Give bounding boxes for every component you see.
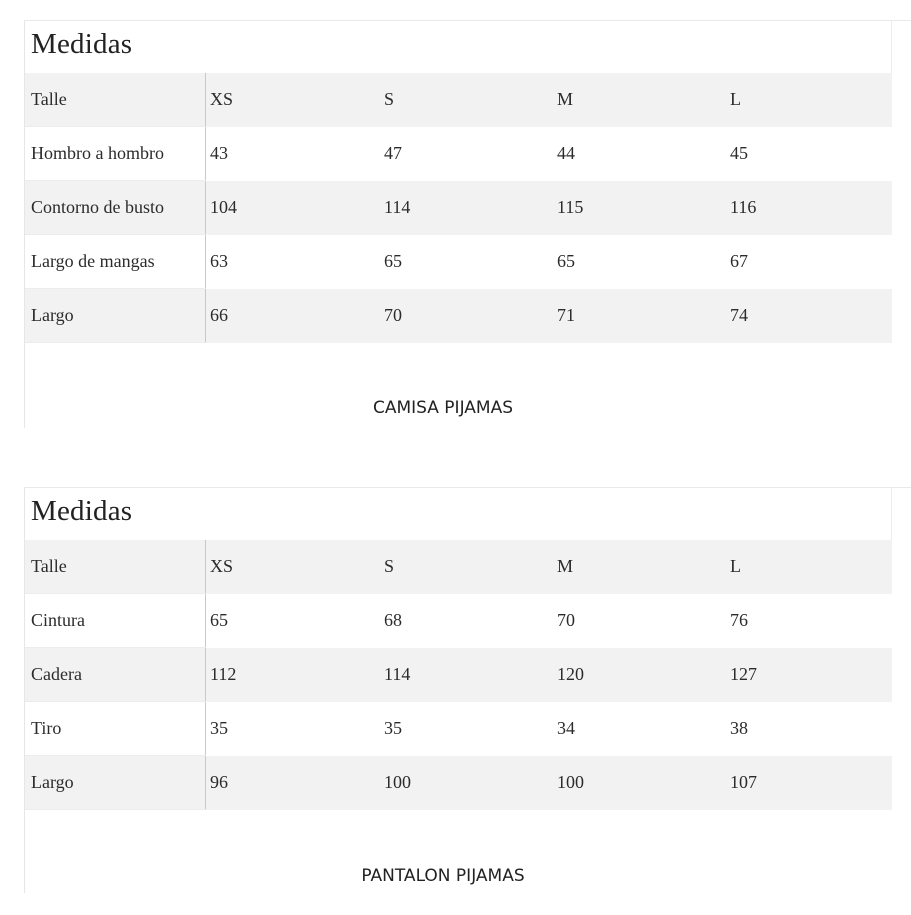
row-label: Largo <box>25 756 206 810</box>
cell-value: 107 <box>730 756 892 810</box>
cell-value: 74 <box>730 289 892 343</box>
table-row <box>25 235 892 289</box>
divider <box>24 487 911 488</box>
table-header-row <box>25 540 892 594</box>
table-row <box>25 289 892 343</box>
cell-value: 47 <box>384 127 557 181</box>
size-chart-pants <box>24 487 892 893</box>
header-size-s: S <box>384 73 557 127</box>
cell-value: 115 <box>557 181 730 235</box>
cell-value: 120 <box>557 648 730 702</box>
cell-value: 35 <box>384 702 557 756</box>
cell-value: 63 <box>206 235 385 289</box>
cell-value: 43 <box>206 127 385 181</box>
header-label: Talle <box>25 73 206 127</box>
header-size-m: M <box>557 73 730 127</box>
product-caption: PANTALON PIJAMAS <box>361 866 525 886</box>
cell-value: 44 <box>557 127 730 181</box>
cell-value: 71 <box>557 289 730 343</box>
header-size-m: M <box>557 540 730 594</box>
header-size-l: L <box>730 73 892 127</box>
cell-value: 116 <box>730 181 892 235</box>
table-row <box>25 648 892 702</box>
header-size-l: L <box>730 540 892 594</box>
cell-value: 38 <box>730 702 892 756</box>
cell-value: 114 <box>384 181 557 235</box>
table-title: Medidas <box>31 28 133 60</box>
row-label: Largo <box>25 289 206 343</box>
row-label: Contorno de busto <box>25 181 206 235</box>
cell-value: 65 <box>384 235 557 289</box>
table-row <box>25 181 892 235</box>
size-table <box>25 73 892 343</box>
header-size-s: S <box>384 540 557 594</box>
cell-value: 104 <box>206 181 385 235</box>
row-label: Hombro a hombro <box>25 127 206 181</box>
cell-value: 34 <box>557 702 730 756</box>
cell-value: 65 <box>206 594 385 648</box>
cell-value: 70 <box>557 594 730 648</box>
cell-value: 112 <box>206 648 385 702</box>
cell-value: 66 <box>206 289 385 343</box>
header-label: Talle <box>25 540 206 594</box>
cell-value: 45 <box>730 127 892 181</box>
divider <box>891 487 892 540</box>
cell-value: 35 <box>206 702 385 756</box>
row-label: Cadera <box>25 648 206 702</box>
product-caption: CAMISA PIJAMAS <box>372 398 514 418</box>
cell-value: 68 <box>384 594 557 648</box>
cell-value: 96 <box>206 756 385 810</box>
cell-value: 127 <box>730 648 892 702</box>
divider <box>891 20 892 73</box>
header-size-xs: XS <box>206 540 385 594</box>
cell-value: 100 <box>384 756 557 810</box>
row-label: Largo de mangas <box>25 235 206 289</box>
row-label: Cintura <box>25 594 206 648</box>
cell-value: 65 <box>557 235 730 289</box>
cell-value: 67 <box>730 235 892 289</box>
table-title: Medidas <box>31 495 133 527</box>
row-label: Tiro <box>25 702 206 756</box>
size-chart-shirt <box>24 20 892 428</box>
cell-value: 76 <box>730 594 892 648</box>
size-table <box>25 540 892 810</box>
header-size-xs: XS <box>206 73 385 127</box>
divider <box>24 20 911 21</box>
table-row <box>25 702 892 756</box>
cell-value: 70 <box>384 289 557 343</box>
cell-value: 114 <box>384 648 557 702</box>
table-row <box>25 127 892 181</box>
table-header-row <box>25 73 892 127</box>
cell-value: 100 <box>557 756 730 810</box>
table-row <box>25 594 892 648</box>
table-row <box>25 756 892 810</box>
